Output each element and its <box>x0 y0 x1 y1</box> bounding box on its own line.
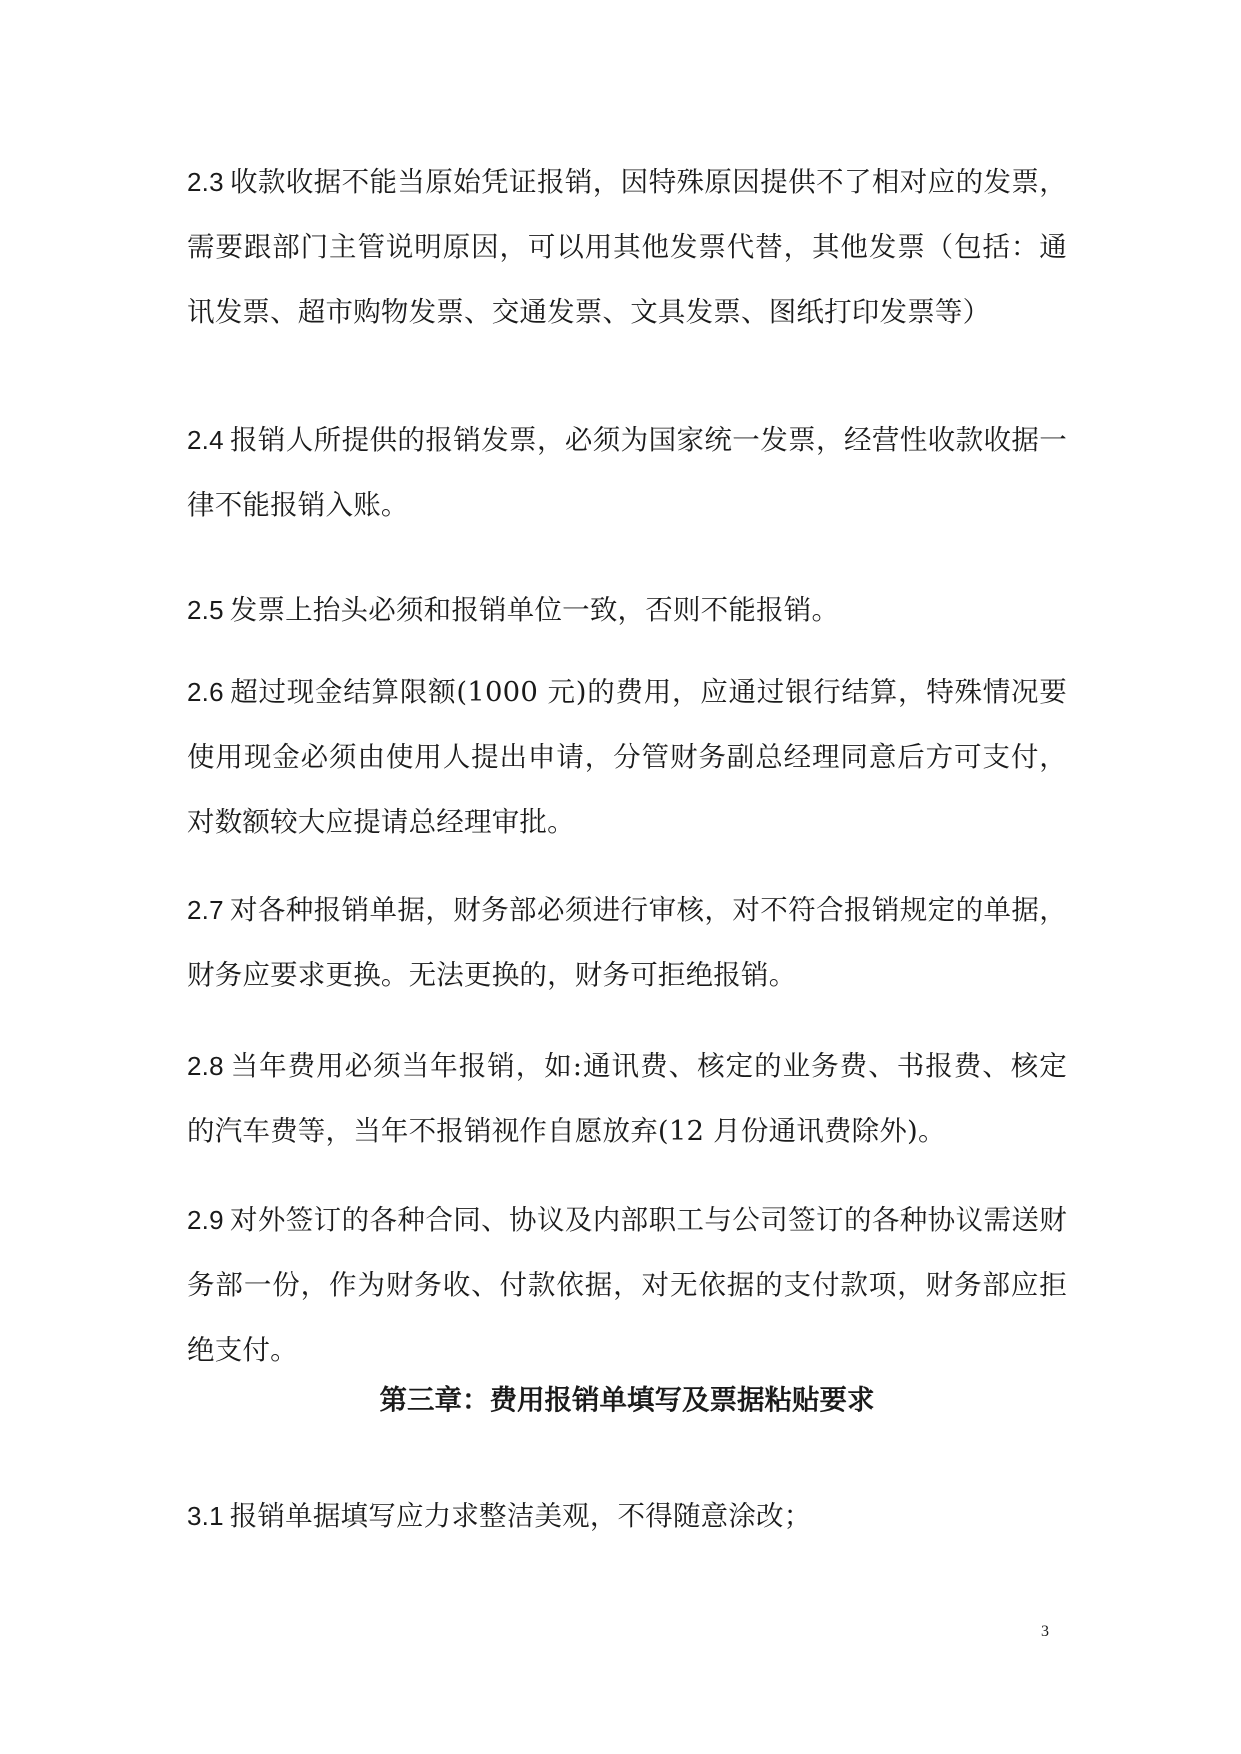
paragraph-number: 3.1 <box>187 1501 224 1531</box>
paragraph-2-8 <box>187 1034 1067 1164</box>
paragraph-number: 2.8 <box>187 1051 224 1081</box>
paragraph-number: 2.9 <box>187 1205 224 1235</box>
paragraph-text: 对各种报销单据，财务部必须进行审核，对不符合报销规定的单据，财务应要求更换。无法更换的，财务可拒绝报销。 <box>187 894 1067 991</box>
paragraph-2-3 <box>187 150 1067 345</box>
paragraph-number: 2.4 <box>187 425 224 455</box>
paragraph-2-4 <box>187 408 1067 538</box>
paragraph-number: 2.5 <box>187 595 224 625</box>
paragraph-text: 报销单据填写应力求整洁美观，不得随意涂改； <box>229 1500 812 1532</box>
paragraph-text: 对外签订的各种合同、协议及内部职工与公司签订的各种协议需送财务部一份，作为财务收、付款依据，对无依据的支付款项，财务部应拒绝支付。 <box>187 1204 1067 1366</box>
page-number: 3 <box>1041 1623 1049 1640</box>
paragraph-text: 当年费用必须当年报销，如:通讯费、核定的业务费、书报费、核定的汽车费等，当年不报销视作自愿放弃(12 月份通讯费除外)。 <box>187 1050 1067 1147</box>
paragraph-2-6 <box>187 660 1067 855</box>
paragraph-number: 2.3 <box>187 167 224 197</box>
paragraph-number: 2.6 <box>187 677 224 707</box>
paragraph-3-1 <box>187 1484 1067 1549</box>
paragraph-text: 收款收据不能当原始凭证报销，因特殊原因提供不了相对应的发票，需要跟部门主管说明原因，可以用其他发票代替，其他发票（包括：通讯发票、超市购物发票、交通发票、文具发票、图纸打印发票等） <box>187 166 1067 328</box>
paragraph-2-7 <box>187 878 1067 1008</box>
paragraph-2-9 <box>187 1188 1067 1383</box>
paragraph-number: 2.7 <box>187 895 224 925</box>
paragraph-2-5 <box>187 578 1067 643</box>
paragraph-text: 报销人所提供的报销发票，必须为国家统一发票，经营性收款收据一律不能报销入账。 <box>187 424 1067 521</box>
paragraph-text: 发票上抬头必须和报销单位一致，否则不能报销。 <box>229 594 840 626</box>
chapter-heading: 第三章：费用报销单填写及票据粘贴要求 <box>379 1384 875 1416</box>
paragraph-text: 超过现金结算限额(1000 元)的费用，应通过银行结算，特殊情况要使用现金必须由使用人提出申请，分管财务副总经理同意后方可支付，对数额较大应提请总经理审批。 <box>187 676 1067 838</box>
